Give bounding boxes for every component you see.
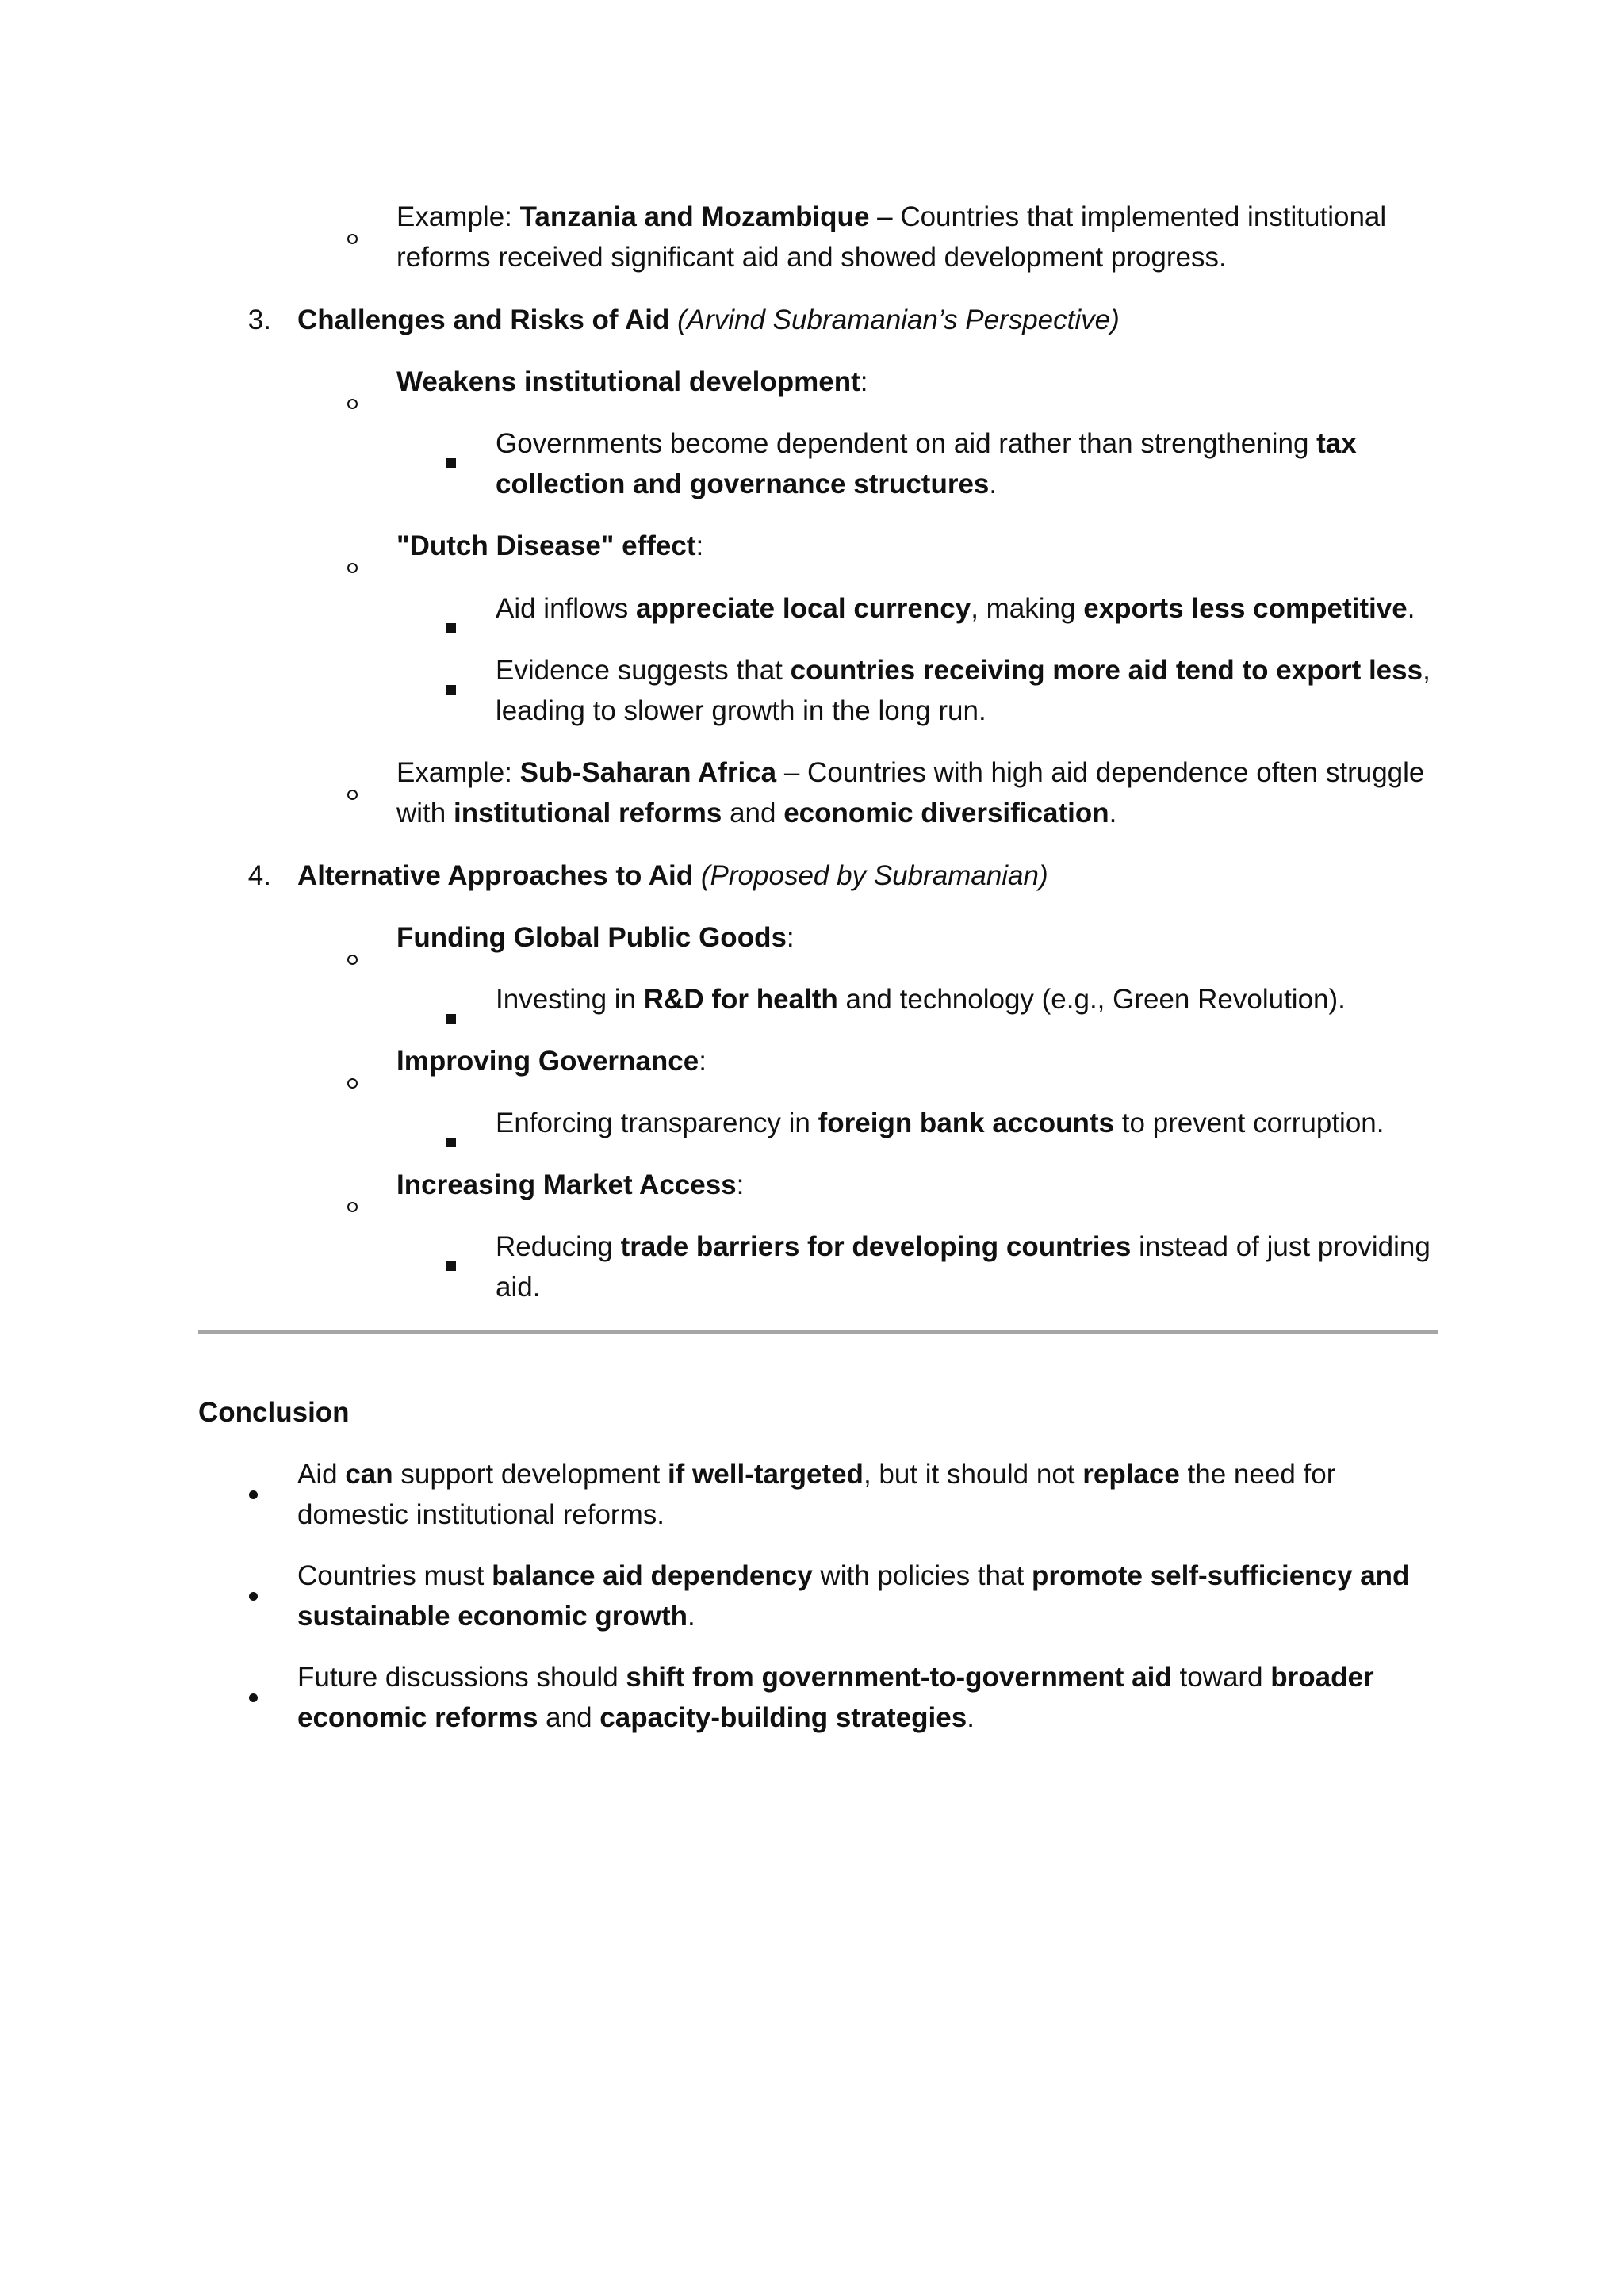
- section-heading-challenges: Challenges and Risks of Aid (Arvind Subramanian’s Perspective): [297, 304, 1120, 335]
- list-item-trade-barriers: Reducing trade barriers for developing countries instead of just providing aid.: [496, 1231, 1431, 1303]
- subheading-market-access: Increasing Market Access:: [396, 1169, 745, 1200]
- list-marker-square: [446, 438, 456, 479]
- horizontal-divider: [198, 1330, 1438, 1334]
- list-marker-circle: [347, 771, 358, 811]
- list-item-aid-inflows: Aid inflows appreciate local currency, making exports less competitive.: [496, 593, 1415, 624]
- list-marker-circle: [347, 544, 358, 584]
- list-marker-circle: [347, 380, 358, 420]
- list-marker-square: [446, 603, 456, 644]
- list-marker-square: [446, 1242, 456, 1282]
- conclusion-heading: Conclusion: [198, 1397, 350, 1428]
- list-marker-circle: [347, 1059, 358, 1100]
- section-heading-alternatives: Alternative Approaches to Aid (Proposed by Subramanian): [297, 860, 1048, 891]
- list-item-transparency: Enforcing transparency in foreign bank accounts to prevent corruption.: [496, 1108, 1385, 1138]
- subheading-dutch-disease: "Dutch Disease" effect:: [396, 530, 704, 561]
- list-item-dependent-governments: Governments become dependent on aid rather than strengthening tax collection and governance structures.: [496, 428, 1357, 499]
- list-marker-bullet: [249, 1470, 258, 1510]
- list-marker-square: [446, 665, 456, 706]
- subheading-weakens: Weakens institutional development:: [396, 366, 868, 397]
- list-number-4: 4.: [247, 860, 271, 891]
- list-marker-square: [446, 1118, 456, 1158]
- list-item-example-ssa: Example: Sub-Saharan Africa – Countries with high aid dependence often struggle with institutional reforms and economic diversification.: [396, 757, 1425, 828]
- list-item-example-tanzania: Example: Tanzania and Mozambique – Countries that implemented institutional reforms received significant aid and showed development progress.: [396, 201, 1387, 273]
- conclusion-item-2: Countries must balance aid dependency with policies that promote self-sufficiency and sustainable economic growth.: [297, 1560, 1410, 1632]
- subheading-governance: Improving Governance:: [396, 1046, 707, 1077]
- list-marker-bullet: [249, 1673, 258, 1713]
- conclusion-item-1: Aid can support development if well-targeted, but it should not replace the need for domestic institutional reforms.: [297, 1459, 1336, 1530]
- list-marker-circle: [347, 215, 358, 255]
- list-marker-circle: [347, 1183, 358, 1223]
- list-marker-circle: [347, 936, 358, 976]
- subheading-funding: Funding Global Public Goods:: [396, 922, 795, 953]
- conclusion-item-3: Future discussions should shift from government-to-government aid toward broader economic reforms and capacity-building strategies.: [297, 1662, 1374, 1733]
- list-marker-square: [446, 994, 456, 1035]
- list-item-investing: Investing in R&D for health and technology (e.g., Green Revolution).: [496, 984, 1346, 1015]
- list-number-3: 3.: [247, 304, 271, 335]
- list-marker-bullet: [249, 1571, 258, 1612]
- list-item-evidence: Evidence suggests that countries receiving more aid tend to export less, leading to slower growth in the long run.: [496, 655, 1431, 726]
